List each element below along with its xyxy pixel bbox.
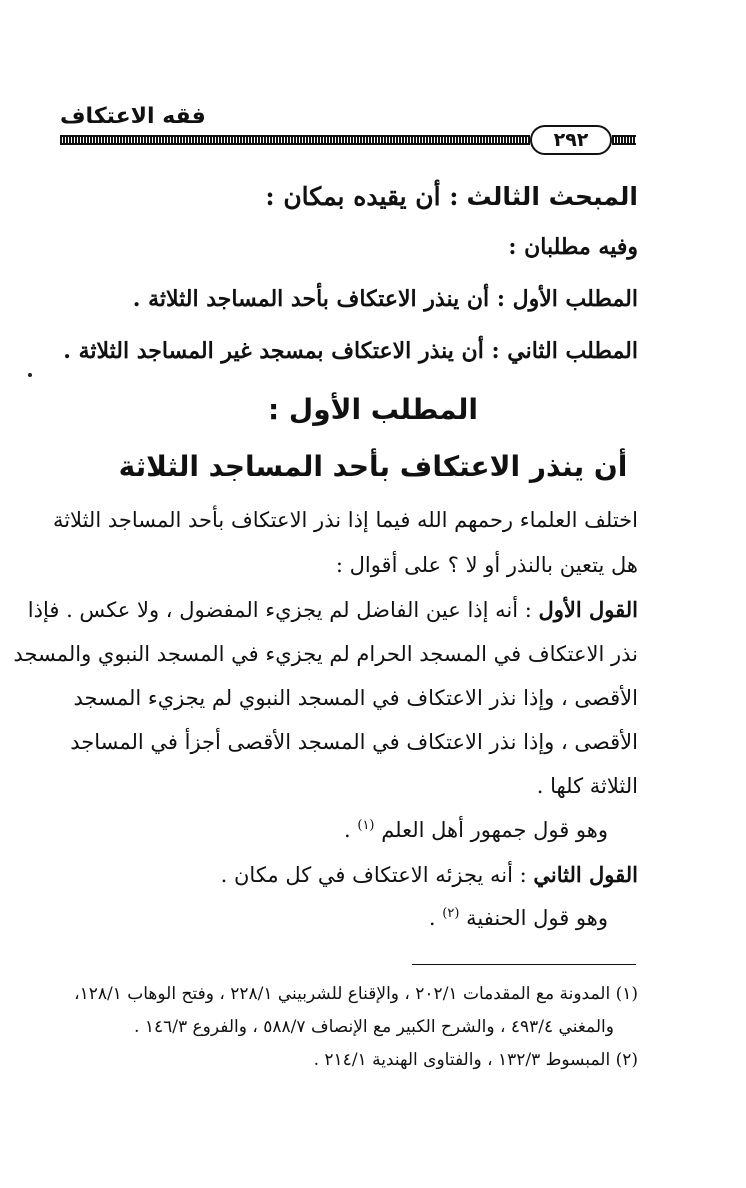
opinion-2-label: القول الثاني: [533, 862, 638, 887]
footnote-rule: [412, 964, 636, 965]
section-intro: وفيه مطلبان :: [508, 234, 638, 260]
subsection-heading: المطلب الأول :: [267, 393, 479, 426]
section-title: [265, 182, 638, 211]
paragraph-line: اختلف العلماء رحمهم الله فيما إذا نذر الاعتكاف بأحد المساجد الثلاثة: [52, 508, 638, 532]
opinion-1-line: [28, 597, 638, 622]
footnote-1-line-1: (١) المدونة مع المقدمات ٢٠٢/١ ، والإقناع للشربيني ٢٢٨/١ ، وفتح الوهاب ١٢٨/١،: [74, 984, 638, 1004]
footnote-2-line-1: (٢) المبسوط ١٣٢/٣ ، والفتاوى الهندية ٢١٤/١ .: [313, 1050, 638, 1070]
paragraph-line: الأقصى ، وإذا نذر الاعتكاف في المسجد الأقصى أجزأ في المساجد: [70, 730, 638, 754]
footnote-1-line-2: والمغني ٤٩٣/٤ ، والشرح الكبير مع الإنصاف ٥٨٨/٧ ، والفروع ١٤٦/٣ .: [134, 1017, 614, 1037]
header-rule-end: [612, 135, 636, 145]
opinion-2-note-end: .: [428, 906, 436, 930]
opinion-2-note: [429, 906, 608, 930]
running-header-title: فقه الاعتكاف: [60, 104, 206, 129]
opinion-1-note-text: وهو قول جمهور أهل العلم: [381, 818, 608, 842]
footnote-ref-2[interactable]: (٢): [442, 906, 460, 921]
opinion-2-text: : أنه يجزئه الاعتكاف في كل مكان .: [220, 863, 527, 887]
paragraph-line: الأقصى ، وإذا نذر الاعتكاف في المسجد النبوي لم يجزيء المسجد: [73, 686, 638, 710]
paragraph-line: هل يتعين بالنذر أو لا ؟ على أقوال :: [335, 553, 638, 577]
section-title-rest: : أن يقيده بمكان :: [265, 182, 459, 211]
opinion-2-note-text: وهو قول الحنفية: [466, 906, 608, 930]
scan-speck: [28, 373, 32, 377]
footnote-ref-1[interactable]: (١): [357, 818, 375, 833]
page-number: ٢٩٢: [530, 125, 612, 155]
section-item-2: المطلب الثاني : أن ينذر الاعتكاف بمسجد غير المساجد الثلاثة .: [63, 338, 638, 364]
opinion-1-note: [344, 818, 608, 842]
section-item-1: المطلب الأول : أن ينذر الاعتكاف بأحد المساجد الثلاثة .: [132, 286, 638, 312]
opinion-1-text: : أنه إذا عين الفاضل لم يجزيء المفضول ، ولا عكس . فإذا: [27, 598, 532, 622]
section-title-label: المبحث الثالث: [466, 182, 638, 211]
paragraph-line: نذر الاعتكاف في المسجد الحرام لم يجزيء في المسجد النبوي والمسجد: [13, 642, 638, 666]
opinion-1-note-end: .: [343, 818, 351, 842]
paragraph-line: الثلاثة كلها .: [536, 774, 638, 798]
header-rule: [60, 135, 530, 145]
opinion-1-label: القول الأول: [538, 597, 638, 622]
opinion-2-line: [221, 862, 638, 887]
subsection-subheading: أن ينذر الاعتكاف بأحد المساجد الثلاثة: [118, 450, 628, 483]
